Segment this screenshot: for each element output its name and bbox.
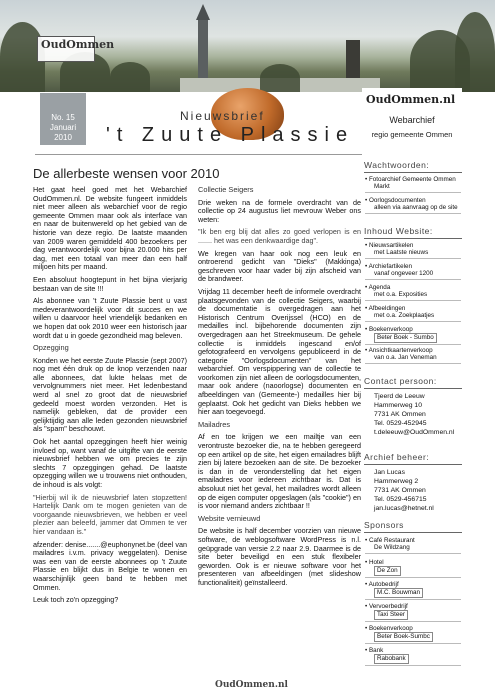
contact-phone: Tel. 0529-452945 — [374, 420, 427, 427]
beheer-name: Jan Lucas — [374, 469, 405, 476]
item-value: Beter Boek - Sumbo — [374, 333, 437, 342]
item-label: • Ansichtkaartenverkoop — [365, 347, 433, 354]
column-left — [33, 186, 187, 609]
sponsor-name: Taxi Steer — [374, 610, 408, 619]
paragraph: Ook het aantal opzeggingen heeft hier weinig invloed op, want vanaf de uitgifte van de eerste nieuwsbrief hebben we om precies te zijn slechts 7 opzeggingen gehad. De laatste opzegging willen we u trouwens niet onthouden, de inhoud is als volgt: — [33, 437, 187, 489]
headline: De allerbeste wensen voor 2010 — [33, 166, 220, 181]
item-label: • Agenda — [365, 284, 391, 291]
item-label: • Oorlogsdocumenten — [365, 197, 426, 204]
sidebar-item — [365, 305, 461, 322]
issue-box — [40, 93, 86, 145]
item-label: • Archiefartikelen — [365, 263, 413, 270]
sponsor-type: • Vervoerbedrijf — [365, 603, 408, 610]
sponsor-name: M.C. Bouwman — [374, 588, 423, 597]
sidebar-item — [365, 197, 461, 214]
item-label: • Fotoarchief Gemeente Ommen — [365, 176, 456, 183]
paragraph: Leuk toch zo'n opzegging? — [33, 595, 119, 605]
contact-block — [365, 392, 461, 438]
item-label: • Afbeeldingen — [365, 305, 406, 312]
newsletter-kicker: Nieuwsbrief — [180, 109, 265, 123]
paragraph: Als abonnee van 't Zuute Plassie bent u vast medeverantwoordelijk voor dit succes en we willen u daarvoor heel vriendelijk bedanken en we hopen dat ook 2010 weer een historisch jaar wordt dat u in goede gezondheid mag beleven. — [33, 296, 187, 340]
newsletter-title: 't Zuute Plassie — [106, 124, 355, 146]
item-label: • Nieuwsartikelen — [365, 242, 414, 249]
section-heading-opzegging: Opzegging — [33, 343, 69, 353]
sponsor-name: De Zon — [374, 566, 401, 575]
sponsor-item — [365, 603, 461, 622]
item-value: met Laatste nieuws — [374, 249, 429, 257]
sidebar-brand: OudOmmen.nl — [366, 93, 456, 106]
sponsor-type: • Boekenverkoop — [365, 625, 413, 632]
sponsor-item — [365, 625, 461, 644]
paragraph: Vrijdag 11 december heeft de informele overdracht plaatsgevonden van de collectie Seigers, waarbij de documentatie is overgedragen aan het Historisch Centrum Overijssel (HCO) en de medailles incl. bijbehorende documenten zijn overgedragen aan het Streekmuseum. De gehele collectie is inmiddels ingescand en/of gefotografeerd en vervolgens gepubliceerd in de categorie "Oorlogsdocumenten" van het webarchief. Om verspippering van de collectie te voorkomen zijn niet alleen de oorlogsdocumenten, maar ook andere (naoorlogse) documenten en afbeeldingen van (Gemeente-) medailles hier bij geplaatst. Ook het gedicht van Dieks hebben we hier aan toegevoegd. — [198, 286, 361, 417]
paragraph: afzender: denise.......@euphonynet.be (deel van mailadres i.v.m. privacy weggelaten). Denise was een van de eerste abonnees op 't Zuute Plassie en blijkt dus in Belgie te wonen en waarschijnlijk geen band te hebben met Ommen. — [33, 539, 187, 592]
sidebar-heading-sponsors: Sponsors — [364, 520, 462, 533]
contact-email: t.deleeuw@OudOmmen.nl — [374, 429, 455, 436]
sidebar-heading-contact: Contact persoon: — [364, 376, 462, 389]
issue-number: No. 15 — [51, 113, 75, 122]
sidebar-subtitle-2: regio gemeente Ommen — [371, 130, 453, 139]
beheer-email: jan.lucas@hetnet.nl — [374, 505, 434, 512]
sidebar-item — [365, 263, 461, 280]
paragraph: Een absoluut hoogtepunt in het bijna vierjarig bestaan van de site !!! — [33, 274, 187, 293]
paragraph: Drie weken na de formele overdracht van de collectie op 24 augustus liet mevrouw Weber ons weten: — [198, 197, 361, 224]
sidebar-item — [365, 326, 461, 345]
footer-logo: OudOmmen.nl — [215, 680, 288, 690]
sponsor-type: • Hotel — [365, 559, 384, 566]
sidebar-item — [365, 242, 461, 259]
contact-name: Tjeerd de Leeuw — [374, 393, 425, 400]
item-value: vanaf ongeveer 1200 — [374, 270, 434, 278]
paragraph: Konden we het eerste Zuute Plassie (sept 2007) nog met één druk op de knop verzenden naar alle abonnees, dat lukte helaas met de vervolgnummers niet meer. Het ledenbestand werd al snel zo groot dat de nieuwsbrief gedeeld moest worden verzonden. Het is namelijk gebleken, dat de provider een gelijktijdig aan alle leden gezonden nieuwsbrief als "spam" beschouwt. — [33, 355, 187, 434]
item-value: met o.a. Zoekplaatjes — [374, 312, 435, 320]
quote: "Ik ben erg blij dat alles zo goed verlopen is en ....... het was een denkwaardige dag". — [198, 227, 361, 245]
oudommen-logo: OudOmmen — [37, 36, 95, 62]
beheer-block — [365, 468, 461, 514]
title-divider — [35, 154, 365, 155]
sponsor-name: Beter Boek-Sumbc — [374, 632, 433, 641]
issue-year: 2010 — [54, 133, 72, 142]
sidebar-item — [365, 347, 461, 364]
beheer-phone: Tel. 0529-456715 — [374, 496, 427, 503]
sponsor-item — [365, 581, 461, 600]
sponsor-item — [365, 537, 461, 554]
paragraph: We kregen van haar ook nog een leuk en ontroerend gedicht van "Dieks" (Makkinga) geschreven voor haar vader bij zijn afscheid van de brandweer. — [198, 248, 361, 284]
item-value: met o.a. Exposities — [374, 291, 428, 299]
sidebar-item — [365, 284, 461, 301]
sidebar-heading-inhoud: Inhoud Website: — [364, 226, 462, 239]
issue-month: Januari — [49, 123, 77, 132]
contact-city: 7731 AK Ommen — [374, 411, 426, 418]
sponsor-item — [365, 647, 461, 666]
paragraph: Af en toe krijgen we een mailtje van een verontruste bezoeker die, na te hebben geregeerd op een artikel op de site, het eigen emailadres blijft zien bij latere bezoeken aan de site. De bezoeker is dan in de veronderstelling dat het eigen emailadres voor iedereen zichtbaar is. Dat is absoluut niet het geval, het mailadres wordt alleen op de eigen computer opgeslagen (als "cookie") en is voor niemand anders zichtbaar !! — [198, 432, 361, 511]
sponsor-item — [365, 559, 461, 578]
sponsor-type: • Bank — [365, 647, 384, 654]
beheer-city: 7731 AK Ommen — [374, 487, 426, 494]
beheer-street: Hammerweg 2 — [374, 478, 419, 485]
item-value: Markt — [374, 183, 390, 191]
sponsor-name: De Wildzang — [374, 544, 410, 552]
sidebar-heading-wachtwoorden: Wachtwoorden: — [364, 160, 462, 173]
sponsor-type: • Autobedrijf — [365, 581, 399, 588]
section-heading-collectie: Collectie Seigers — [198, 185, 254, 194]
quote: "Hierbij wil ik de nieuwsbrief laten stopzetten! Hartelijk Dank om te mogen genieten van de voorgaande nieuwsbrieven, we hebben er veel plezier aan beleefd, jammer dat Ommen te ver hier vandaan is." — [33, 492, 187, 536]
section-heading-mailadres: Mailadres — [198, 419, 231, 429]
item-label: • Boekenverkoop — [365, 326, 413, 333]
paragraph: De website is half december voorzien van nieuwe software, de weblogsoftware WordPress is n.l. geüpgrade van versie 2.2 naar 2.9. Daarmee is de site beter beveiligd en een stuk flexibeler geworden. Ook is er nieuwe software voor het presenteren van afbeeldingen (met slideshow functionaliteit) geïnstalleerd. — [198, 526, 361, 587]
paragraph: Het gaat heel goed met het Webarchief OudOmmen.nl. De website fungeert inmiddels niet meer alleen als webarchief voor de regio gemeente Ommen maar ook als interface van en naar de buitenwereld op het gebied van de historie van deze regio. De laatste maanden van 2009 waren gemiddeld 400 bezoekers per dag verantwoordelijk voor bijna 20.000 hits per dag, met een totaal van meer dan een half miljoen hits per maand. — [33, 185, 187, 272]
sidebar-item — [365, 176, 461, 193]
column-middle — [198, 186, 361, 592]
section-heading-website: Website vernieuwd — [198, 513, 261, 523]
item-value: van o.a. Jan Veneman — [374, 354, 437, 362]
sidebar-subtitle: Webarchief — [389, 115, 435, 125]
sponsor-name: Rabobank — [374, 654, 409, 663]
item-value: alleen via aanvraag op de site — [374, 204, 458, 212]
sidebar-heading-beheer: Archief beheer: — [364, 452, 462, 465]
contact-street: Hammerweg 10 — [374, 402, 422, 409]
sponsor-type: • Café Restaurant — [365, 537, 415, 544]
